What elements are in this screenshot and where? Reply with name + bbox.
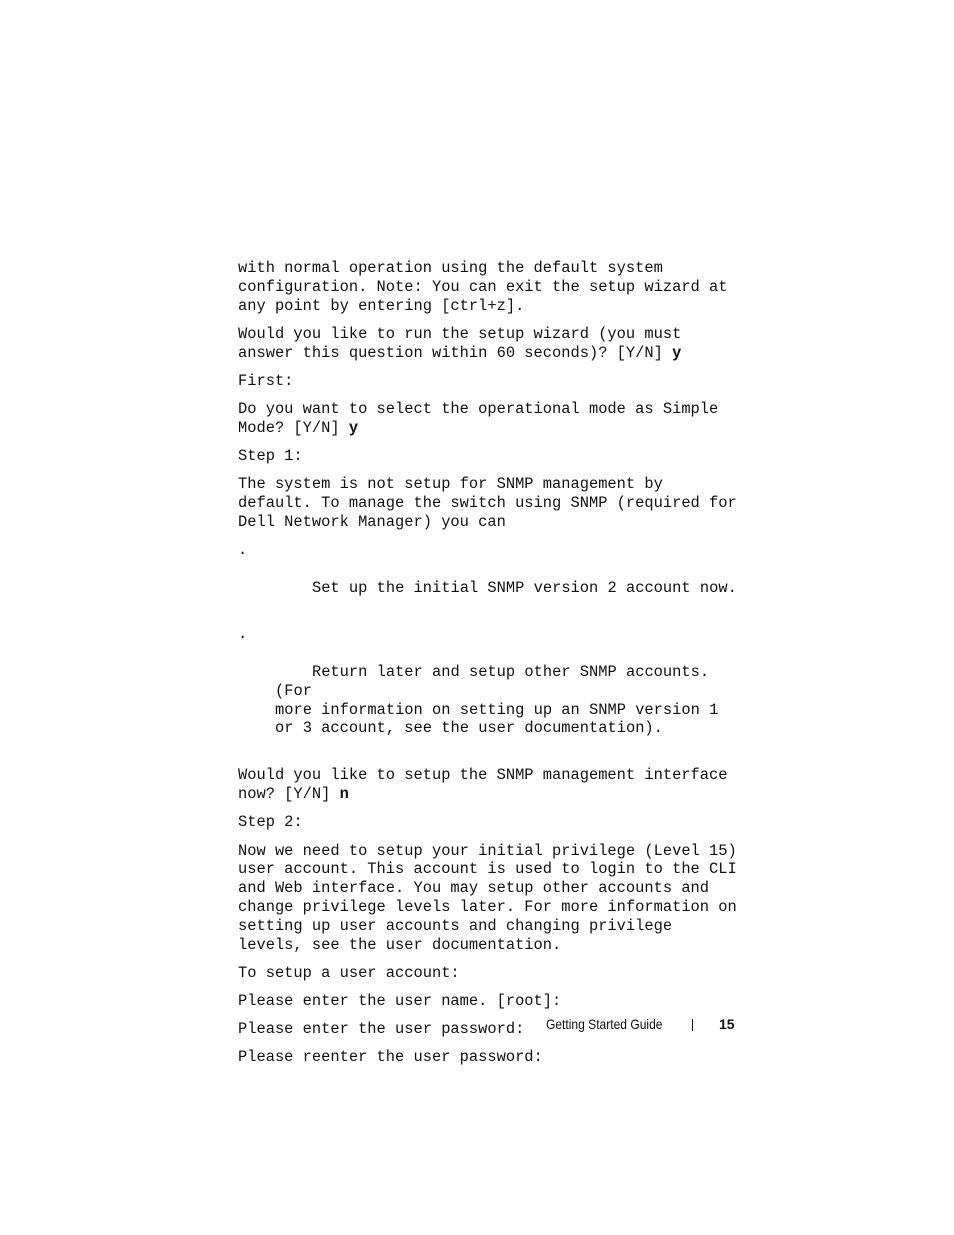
bullet-marker: . xyxy=(238,540,248,559)
snmp-interface-question: Would you like to setup the SNMP management interface now? [Y/N] xyxy=(238,766,728,804)
intro-paragraph: with normal operation using the default system configuration. Note: You can exit the setup wizard at any point by entering [ctrl+z]. xyxy=(238,259,728,315)
snmp-intro-paragraph: The system is not setup for SNMP management by default. To manage the switch using SNMP (required for Dell Network Manager) you can xyxy=(238,475,737,531)
setup-wizard-prompt xyxy=(238,325,738,363)
bullet-marker: . xyxy=(238,625,248,644)
user-name-prompt: Please enter the user name. [root]: xyxy=(238,991,562,1010)
user-password-prompt: Please enter the user password: xyxy=(238,1020,525,1039)
simple-mode-answer: y xyxy=(348,418,359,437)
document-body xyxy=(238,259,738,1077)
bullet-text: Set up the initial SNMP version 2 account now. xyxy=(311,578,737,597)
snmp-interface-prompt xyxy=(238,766,738,804)
step-1-heading: Step 1: xyxy=(238,446,303,465)
step-2-heading: Step 2: xyxy=(238,813,303,832)
simple-mode-question: Do you want to select the operational mode as Simple Mode? [Y/N] xyxy=(238,399,719,437)
list-item xyxy=(238,541,738,616)
page-number: 15 xyxy=(719,1016,735,1032)
footer-divider xyxy=(692,1019,693,1031)
simple-mode-prompt xyxy=(238,400,738,438)
bullet-text: Return later and setup other SNMP accounts. (For more information on setting up an SNMP version 1 or 3 account, see the user documentation). xyxy=(275,663,719,738)
user-account-heading: To setup a user account: xyxy=(238,963,460,982)
list-item xyxy=(238,625,738,757)
snmp-interface-answer: n xyxy=(339,785,349,804)
setup-wizard-answer: y xyxy=(672,343,682,362)
first-heading: First: xyxy=(238,371,294,390)
setup-wizard-question: Would you like to run the setup wizard (you must answer this question within 60 seconds)? [Y/N] xyxy=(238,324,682,362)
privilege-account-paragraph: Now we need to setup your initial privilege (Level 15) user account. This account is used to login to the CLI and Web interface. You may setup other accounts and change privilege levels later. For more information on setting up user accounts and changing privilege levels, see the user documentation. xyxy=(238,841,737,954)
reenter-password-prompt: Please reenter the user password: xyxy=(238,1048,543,1067)
footer-title: Getting Started Guide xyxy=(546,1016,663,1032)
